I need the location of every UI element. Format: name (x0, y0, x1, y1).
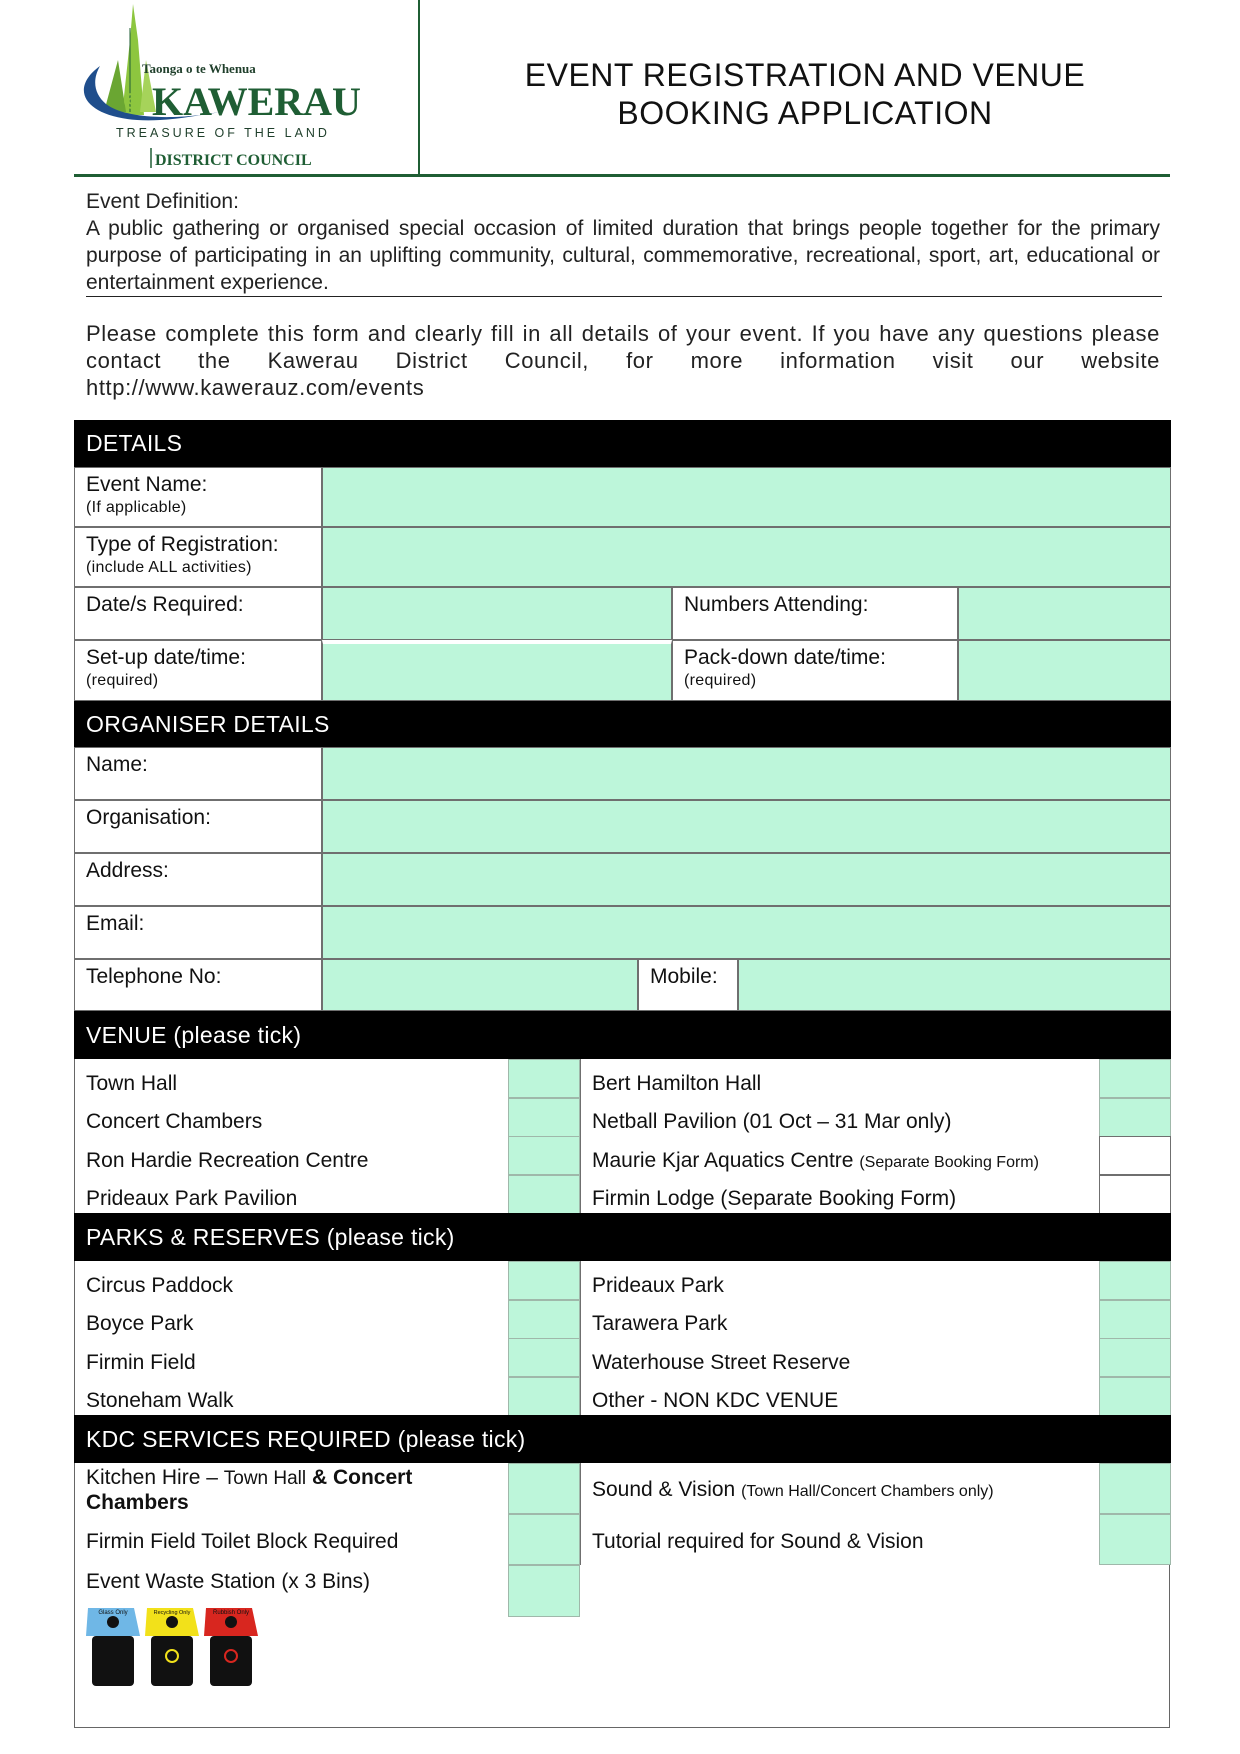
service-sound-vision-checkbox[interactable] (1099, 1463, 1171, 1514)
setup-field[interactable] (322, 640, 672, 701)
event-definition-text: A public gathering or organised special occasion of limited duration that brings people together for the primary purpose of participating in an uplifting community, cultural, commemorative, recreational, sport, art, educational or entertainment experience. (86, 217, 1160, 294)
venue-netball-pavilion-label: Netball Pavilion (01 Oct – 31 Mar only) (592, 1110, 952, 1133)
park-boyce-park-checkbox[interactable] (508, 1300, 580, 1339)
setup-label: Set-up date/time: (required) (74, 640, 322, 701)
title-line-2: BOOKING APPLICATION (617, 95, 993, 131)
services-column-divider (580, 1463, 581, 1565)
service-toilet-block-checkbox[interactable] (508, 1514, 580, 1565)
venue-aquatics-centre-checkbox[interactable] (1099, 1136, 1171, 1175)
service-kitchen-hire-label: Kitchen Hire – Town Hall & Concert Chambers (86, 1466, 413, 1514)
header-divider (418, 0, 420, 174)
bin-rubbish-label: Rubbish Only (212, 1610, 250, 1616)
logo-council: DISTRICT COUNCIL (155, 152, 312, 169)
service-waste-station-checkbox[interactable] (508, 1565, 580, 1617)
service-tutorial-checkbox[interactable] (1099, 1514, 1171, 1565)
park-circus-paddock-checkbox[interactable] (508, 1261, 580, 1300)
venue-prideaux-pavilion-checkbox[interactable] (508, 1175, 580, 1214)
packdown-label: Pack-down date/time: (required) (672, 640, 958, 701)
bin-recycling-icon (145, 1608, 199, 1686)
organisation-label: Organisation: (74, 800, 322, 853)
council-logo (70, 0, 410, 172)
organiser-name-field[interactable] (322, 747, 1171, 800)
bin-glass-label: Glass Only (98, 1610, 128, 1616)
park-prideaux-park-checkbox[interactable] (1099, 1261, 1171, 1300)
address-field[interactable] (322, 853, 1171, 906)
venue-town-hall-label: Town Hall (86, 1072, 178, 1095)
park-tarawera-park-label: Tarawera Park (592, 1312, 728, 1335)
telephone-field[interactable] (322, 959, 638, 1011)
registration-type-field[interactable] (322, 527, 1171, 587)
venue-prideaux-pavilion-label: Prideaux Park Pavilion (86, 1187, 298, 1210)
park-firmin-field-checkbox[interactable] (508, 1338, 580, 1377)
event-name-field[interactable] (322, 467, 1171, 527)
organisation-field[interactable] (322, 800, 1171, 853)
park-other-label: Other - NON KDC VENUE (592, 1389, 839, 1412)
event-name-label: Event Name: (If applicable) (74, 467, 322, 527)
numbers-attending-label: Numbers Attending: (672, 587, 958, 640)
logo-name: KAWERAU (152, 79, 361, 124)
dates-required-label: Date/s Required: (74, 587, 322, 640)
email-field[interactable] (322, 906, 1171, 959)
venue-column-divider (580, 1059, 581, 1213)
park-waterhouse-street-checkbox[interactable] (1099, 1338, 1171, 1377)
service-waste-station-label: Event Waste Station (x 3 Bins) (86, 1570, 371, 1593)
venue-ron-hardie-label: Ron Hardie Recreation Centre (86, 1149, 369, 1172)
section-header-venue: VENUE (please tick) (74, 1011, 1171, 1059)
waste-bins-illustration (86, 1600, 266, 1688)
dates-required-field[interactable] (322, 587, 672, 640)
intro-divider (86, 296, 1162, 297)
parks-column-divider (580, 1261, 581, 1415)
bin-recycling-label: Recycling Only (153, 1610, 191, 1616)
venue-concert-chambers-label: Concert Chambers (86, 1110, 263, 1133)
venue-town-hall-checkbox[interactable] (508, 1059, 580, 1098)
logo-tagline-top: Taonga o te Whenua (142, 61, 256, 76)
service-toilet-block-label: Firmin Field Toilet Block Required (86, 1530, 399, 1553)
waste-bins-graphic (86, 1600, 266, 1688)
venue-bert-hamilton-checkbox[interactable] (1099, 1059, 1171, 1098)
header-rule (74, 174, 1170, 177)
section-header-details: DETAILS (74, 420, 1171, 467)
venue-bert-hamilton-label: Bert Hamilton Hall (592, 1072, 762, 1095)
park-waterhouse-street-label: Waterhouse Street Reserve (592, 1351, 851, 1374)
service-sound-vision-label: Sound & Vision (Town Hall/Concert Chambers only) (592, 1478, 994, 1501)
address-label: Address: (74, 853, 322, 906)
kawerau-logo-graphic (70, 0, 410, 172)
bin-glass-icon (86, 1608, 140, 1686)
park-stoneham-walk-checkbox[interactable] (508, 1377, 580, 1416)
organiser-name-label: Name: (74, 747, 322, 800)
venue-concert-chambers-checkbox[interactable] (508, 1098, 580, 1137)
numbers-attending-field[interactable] (958, 587, 1171, 640)
leaf-shape-left (104, 60, 126, 112)
telephone-label: Telephone No: (74, 959, 322, 1011)
bin-rubbish-icon (204, 1608, 258, 1686)
logo-tagline-bottom: TREASURE OF THE LAND (116, 126, 330, 140)
registration-type-label: Type of Registration: (include ALL activities) (74, 527, 322, 587)
mobile-label: Mobile: (638, 959, 738, 1011)
park-other-checkbox[interactable] (1099, 1377, 1171, 1416)
section-header-parks: PARKS & RESERVES (please tick) (74, 1213, 1171, 1261)
service-tutorial-label: Tutorial required for Sound & Vision (592, 1530, 924, 1553)
park-tarawera-park-checkbox[interactable] (1099, 1300, 1171, 1339)
venue-firmin-lodge-label: Firmin Lodge (Separate Booking Form) (592, 1187, 957, 1210)
section-header-organiser: ORGANISER DETAILS (74, 701, 1171, 747)
venue-firmin-lodge-checkbox[interactable] (1099, 1175, 1171, 1214)
park-circus-paddock-label: Circus Paddock (86, 1274, 234, 1297)
park-firmin-field-label: Firmin Field (86, 1351, 196, 1374)
venue-netball-pavilion-checkbox[interactable] (1099, 1098, 1171, 1137)
park-boyce-park-label: Boyce Park (86, 1312, 194, 1335)
venue-aquatics-centre-label: Maurie Kjar Aquatics Centre (Separate Booking Form) (592, 1149, 1039, 1172)
service-kitchen-hire-checkbox[interactable] (508, 1463, 580, 1514)
section-header-services: KDC SERVICES REQUIRED (please tick) (74, 1415, 1171, 1463)
email-label: Email: (74, 906, 322, 959)
park-prideaux-park-label: Prideaux Park (592, 1274, 724, 1297)
packdown-field[interactable] (958, 640, 1171, 701)
event-definition-heading: Event Definition: (86, 190, 239, 213)
instructions-text: Please complete this form and clearly fill in all details of your event. If you have any questions please contact the Kawerau District Council, for more information visit our website http://www.kawerauz.com/events (86, 321, 1160, 400)
venue-ron-hardie-checkbox[interactable] (508, 1136, 580, 1175)
park-stoneham-walk-label: Stoneham Walk (86, 1389, 234, 1412)
page-title (430, 56, 1180, 132)
title-line-1: EVENT REGISTRATION AND VENUE (524, 57, 1086, 93)
mobile-field[interactable] (738, 959, 1171, 1011)
